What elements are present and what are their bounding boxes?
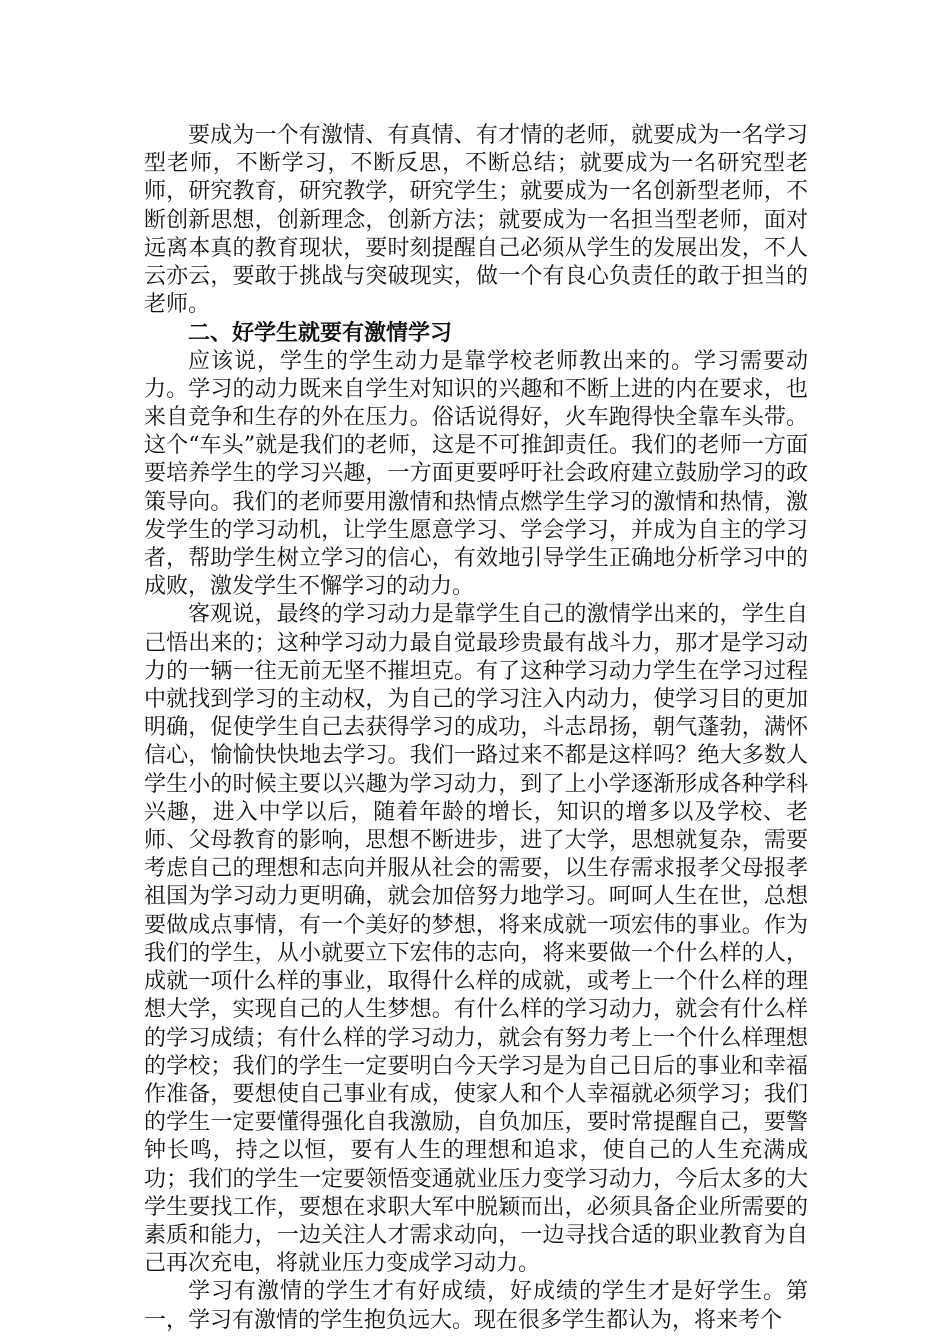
paragraph-teacher-types: 要成为一个有激情、有真情、有才情的老师，就要成为一名学习型老师，不断学习，不断反思，不断总结；就要成为一名研究型老师，研究教育，研究教学，研究学生；就要成为一名创新型老师，不断创新思想，创新理念，创新方法；就要成为一名担当型老师，面对远离本真的教育现状，要时刻提醒自己必须从学生的发展出发，不人云亦云，要敢于挑战与突破现实，做一个有良心负责任的敢于担当的老师。: [144, 123, 808, 318]
section-heading: 二、好学生就要有激情学习: [188, 320, 453, 347]
paragraph-learning-motivation: 应该说，学生的学生动力是靠学校老师教出来的。学习需要动力。学习的动力既来自学生对知识的兴趣和不断上进的内在要求，也来自竞争和生存的外在压力。俗话说得好，火车跑得快全靠车头带。这个“车头”就是我们的老师，这是不可推卸责任。我们的老师一方面要培养学生的学习兴趣，一方面更要呼吁社会政府建立鼓励学习的政策导向。我们的老师要用激情和热情点燃学生学习的激情和热情，激发学生的学习动机，让学生愿意学习、学会学习，并成为自主的学习者，帮助学生树立学习的信心，有效地引导学生正确地分析学习中的成败，激发学生不懈学习的动力。: [144, 348, 808, 600]
paragraph-student-self-motivation: 客观说，最终的学习动力是靠学生自己的激情学出来的，学生自己悟出来的；这种学习动力最自觉最珍贵最有战斗力，那才是学习动力的一辆一往无前无坚不摧坦克。有了这种学习动力学生在学习过程中就找到学习的主动权，为自己的学习注入内动力，使学习目的更加明确，促使学生自己去获得学习的成功，斗志昂扬，朝气蓬勃，满怀信心，愉愉快快地去学习。我们一路过来不都是这样吗？绝大多数人学生小的时候主要以兴趣为学习动力，到了上小学逐渐形成各种学科兴趣，进入中学以后，随着年龄的增长，知识的增多以及学校、老师、父母教育的影响，思想不断进步，进了大学，思想就复杂，需要考虑自己的理想和志向并服从社会的需要，以生存需求报孝父母报孝祖国为学习动力更明确，就会加倍努力地学习。呵呵人生在世，总想要做成点事情，有一个美好的梦想，将来成就一项宏伟的事业。作为我们的学生，从小就要立下宏伟的志向，将来要做一个什么样的人，成就一项什么样的事业，取得什么样的成就，或考上一个什么样的理想大学，实现自己的人生梦想。有什么样的学习动力，就会有什么样的学习成绩；有什么样的学习动力，就会有努力考上一个什么样理想的学校；我们的学生一定要明白今天学习是为自己日后的事业和幸福作准备，要想使自己事业有成，使家人和个人幸福就必须学习；我们的学生一定要懂得强化自我激励，自负加压，要时常提醒自己，要警钟长鸣，持之以恒，要有人生的理想和追求，使自己的人生充满成功；我们的学生一定要领悟变通就业压力变学习动力，今后太多的大学生要找工作，要想在求职大军中脱颖而出，必须具备企业所需要的素质和能力，一边关注人才需求动向，一边寻找合适的职业教育为自己再次充电，将就业压力变成学习动力。: [144, 602, 808, 1277]
document-page: [144, 122, 808, 1335]
paragraph-good-students: 学习有激情的学生才有好成绩，好成绩的学生才是好学生。第一，学习有激情的学生抱负远大。现在很多学生都认为，将来考个: [144, 1279, 808, 1333]
